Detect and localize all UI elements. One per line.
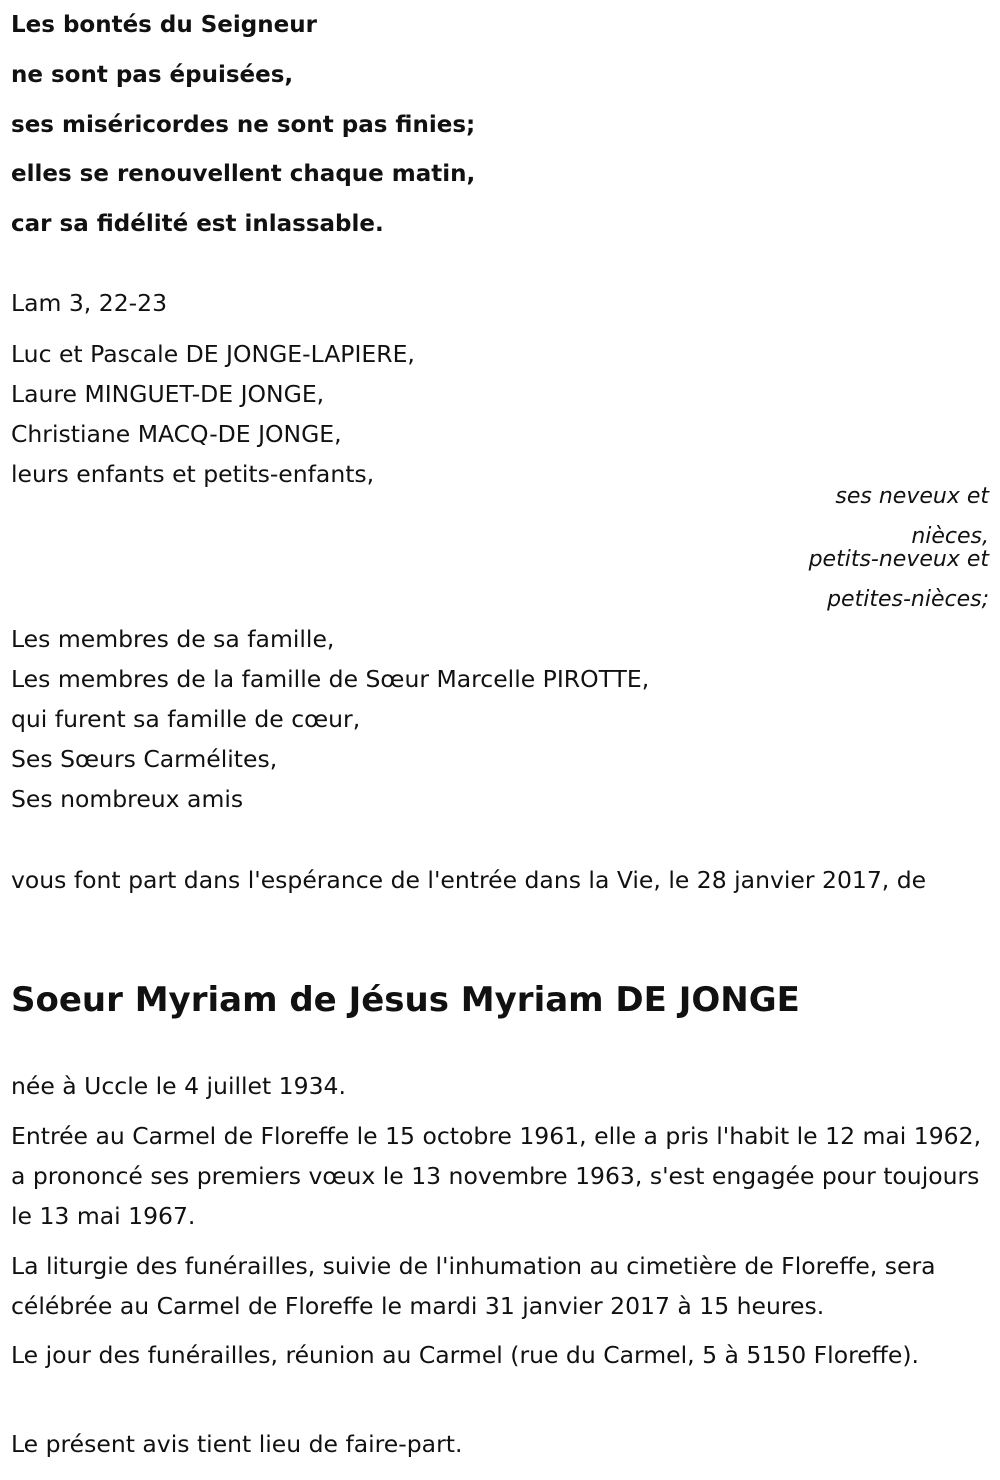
family-line: leurs enfants et petits-enfants,: [11, 460, 375, 488]
family-line: Christiane MACQ-DE JONGE,: [11, 420, 342, 448]
verse-line: car sa fidélité est inlassable.: [11, 211, 384, 237]
relatives-grandnephews: petits-neveux et petites-nièces;: [808, 547, 989, 612]
verse-reference: Lam 3, 22-23: [11, 289, 168, 317]
members-line: Les membres de sa famille,: [11, 625, 335, 653]
birth-info: née à Uccle le 4 juillet 1934.: [11, 1072, 346, 1100]
members-line: Ses nombreux amis: [11, 785, 244, 813]
notice-info: Le présent avis tient lieu de faire-part.: [11, 1430, 463, 1458]
carmel-info: Entrée au Carmel de Floreffe le 15 octobre 1961, elle a pris l'habit le 12 mai 1962, a prononcé ses premiers vœux le 13 novembre 1963, s'est engagée pour toujours le 13 mai 1967.: [11, 1122, 982, 1230]
members-line: Les membres de la famille de Sœur Marcelle PIROTTE,: [11, 665, 650, 693]
verse-line: ses miséricordes ne sont pas finies;: [11, 112, 476, 138]
gathering-info: Le jour des funérailles, réunion au Carmel (rue du Carmel, 5 à 5150 Floreffe).: [11, 1341, 919, 1369]
funeral-info: La liturgie des funérailles, suivie de l'inhumation au cimetière de Floreffe, sera célébrée au Carmel de Floreffe le mardi 31 janvier 2017 à 15 heures.: [11, 1252, 936, 1320]
announcement-text: vous font part dans l'espérance de l'entrée dans la Vie, le 28 janvier 2017, de: [11, 866, 927, 894]
relatives-nephews: ses neveux et nièces,: [835, 484, 989, 549]
family-line: Laure MINGUET-DE JONGE,: [11, 380, 325, 408]
members-line: Ses Sœurs Carmélites,: [11, 745, 278, 773]
verse-line: elles se renouvellent chaque matin,: [11, 161, 476, 187]
deceased-name: Soeur Myriam de Jésus Myriam DE JONGE: [11, 980, 800, 1020]
members-line: qui furent sa famille de cœur,: [11, 705, 361, 733]
verse-line: ne sont pas épuisées,: [11, 62, 294, 88]
verse-line: Les bontés du Seigneur: [11, 12, 317, 38]
family-line: Luc et Pascale DE JONGE-LAPIERE,: [11, 340, 415, 368]
